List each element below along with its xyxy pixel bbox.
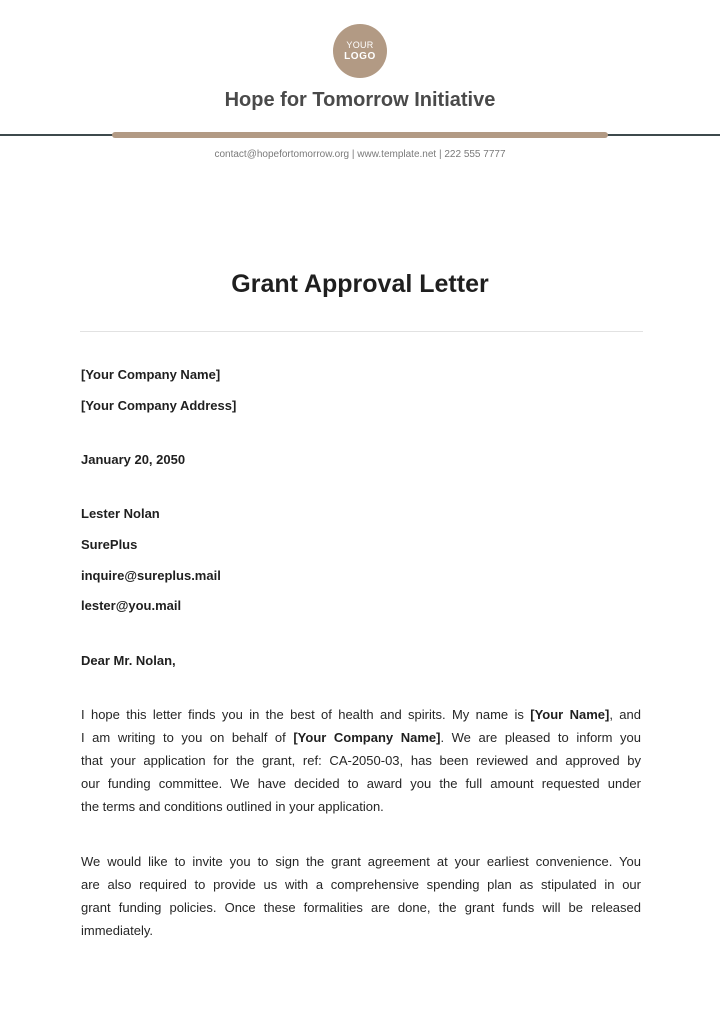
body-paragraph-2 [81,850,641,942]
recipient-email-primary: inquire@sureplus.mail [81,568,221,583]
organization-name: Hope for Tomorrow Initiative [224,89,496,111]
salutation: Dear Mr. Nolan, [81,653,176,668]
sender-company-address: [Your Company Address] [81,398,237,413]
paragraph-line: our funding committee. We have decided to award you the full amount requested under [81,776,641,791]
paragraph-line: are also required to provide us with a comprehensive spending plan as stipulated in our [81,877,641,892]
paragraph-line: the terms and conditions outlined in your application. [81,799,384,814]
paragraph-line: immediately. [81,923,154,938]
recipient-company: SurePlus [81,537,138,552]
paragraph-line: that your application for the grant, ref: CA-2050-03, has been reviewed and approved by [81,753,641,768]
recipient-name: Lester Nolan [81,506,160,521]
paragraph-line: I hope this letter finds you in the best of health and spirits. My name is [Your Name], and [81,707,641,722]
paragraph-line: grant funding policies. Once these formalities are done, the grant funds will be released [81,900,641,915]
title-divider [80,331,643,332]
recipient-email-secondary: lester@you.mail [81,598,182,613]
logo-text-your: YOUR [346,40,374,50]
placeholder-company-name: [Your Company Name] [293,730,441,745]
document-title: Grant Approval Letter [231,270,489,298]
header-accent-bar [112,132,608,138]
sender-company-name: [Your Company Name] [81,367,221,382]
placeholder-your-name: [Your Name] [530,707,610,722]
paragraph-line: I am writing to you on behalf of [Your Company Name]. We are pleased to inform you [81,730,641,745]
letter-date: January 20, 2050 [81,452,186,467]
contact-line: contact@hopefortomorrow.org | www.template.net | 222 555 7777 [214,149,506,160]
body-paragraph-1 [81,703,641,818]
logo-text-logo: LOGO [344,51,376,62]
paragraph-line: We would like to invite you to sign the grant agreement at your earliest convenience. You [81,854,641,869]
logo [333,24,387,78]
